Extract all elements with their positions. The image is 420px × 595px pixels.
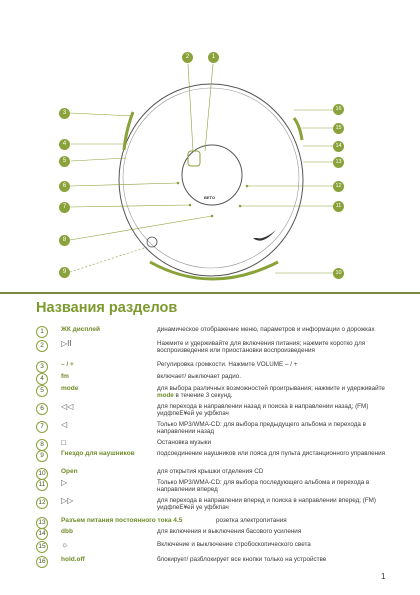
item-description: Включение и выключение стробоскопического света: [157, 541, 311, 548]
section-divider: [0, 292, 420, 294]
volume-icon: – / +: [61, 361, 74, 368]
desc-text: в течение 3 секунд.: [173, 392, 233, 400]
callout-12: 12: [333, 181, 344, 192]
item-number: 16: [36, 556, 48, 568]
callout-9: 9: [59, 267, 70, 278]
item-term: Open: [61, 468, 78, 475]
item-number: 14: [36, 528, 48, 540]
item-description: розетка электропитания: [216, 517, 287, 524]
callout-16: 16: [333, 104, 344, 115]
item-term: ЖК дисплей: [61, 326, 100, 333]
rewind-icon: ◁◁: [61, 402, 74, 411]
item-number: 2: [36, 340, 48, 352]
callout-13: 13: [333, 157, 344, 168]
item-number: 13: [36, 517, 48, 529]
item-number: 6: [36, 403, 48, 415]
item-number: 10: [36, 468, 48, 480]
item-description: Регулировка громкости. Нажмите VOLUME – / +: [157, 361, 298, 368]
strobe-light-icon: ☼: [61, 540, 69, 549]
item-description: Нажмите и удерживайте для включения питания; нажмите коротко для воспроизведения или приостановки воспроизведения: [157, 340, 366, 355]
device-diagram: [0, 0, 420, 290]
callout-8: 8: [59, 235, 70, 246]
item-number: 12: [36, 497, 48, 509]
callout-7: 7: [59, 202, 70, 213]
item-number: 3: [36, 361, 48, 373]
callout-4: 4: [59, 139, 70, 150]
desc-highlight: mode: [157, 392, 174, 400]
item-description: Только MP3/WMA-CD: для выбора предыдущего альбома и перехода в направлении назад: [157, 421, 366, 436]
item-term: Гнездо для наушников: [61, 450, 135, 457]
item-term: mode: [61, 385, 79, 392]
item-description: для включения и выключения басового усиления: [157, 528, 302, 535]
item-description: блокирует/ разблокирует все кнопки только на устройстве: [157, 556, 327, 563]
item-number: 15: [36, 541, 48, 553]
callout-6: 6: [59, 181, 70, 192]
callout-11: 11: [333, 201, 344, 212]
item-description: динамическое отображение меню, параметров и информации о дорожках: [157, 326, 375, 333]
callout-15: 15: [333, 123, 344, 134]
item-description: включает/ выключает радио.: [157, 373, 241, 380]
callout-3: 3: [59, 108, 70, 119]
desc-text: для выбора различных возможностей проигрывания; нажмите и удерживайте: [157, 385, 385, 392]
item-description: подсоединение наушников или пояса для пульта дистанционного управления: [157, 450, 386, 457]
item-number: 4: [36, 373, 48, 385]
callout-2: 2: [182, 52, 193, 63]
item-number: 8: [36, 439, 48, 451]
callout-1: 1: [208, 52, 219, 63]
item-number: 11: [36, 479, 48, 491]
stop-icon: □: [61, 438, 66, 447]
item-number: 9: [36, 450, 48, 462]
item-description: Остановка музыки: [157, 439, 212, 446]
item-term: Разъем питания постоянного тока 4.5: [61, 517, 183, 524]
item-description: для перехода в направлении назад и поиска в направлении назад; (FM) уидфпеЕ¥ей уе уфбкпач: [157, 403, 369, 418]
page-number: 1: [381, 572, 386, 581]
device-brand-label: ВЕТО: [204, 195, 216, 200]
previous-album-icon: ◁: [61, 420, 68, 429]
item-number: 7: [36, 421, 48, 433]
item-number: 5: [36, 385, 48, 397]
item-description: Только MP3/WMA-CD: для выбора последующего альбома и перехода в направлении вперед: [157, 479, 370, 494]
callout-5: 5: [59, 156, 70, 167]
item-description: [157, 385, 397, 400]
item-number: 1: [36, 326, 48, 338]
item-term: fm: [61, 373, 69, 380]
play-pause-icon: ▷II: [61, 339, 72, 348]
item-term: dbb: [61, 528, 73, 535]
next-album-icon: ▷: [61, 478, 68, 487]
fast-forward-icon: ▷▷: [61, 496, 74, 505]
item-term: hold.off: [61, 556, 85, 563]
item-description: для перехода в направлении вперед и поиска в направлении вперед; (FM) уидфпеЕ¥ей уе уфбкпач: [157, 497, 377, 512]
section-title: Названия разделов: [36, 300, 178, 316]
callout-14: 14: [333, 141, 344, 152]
callout-10: 10: [333, 268, 344, 279]
item-description: для открытия крышки отделения CD: [157, 468, 264, 475]
